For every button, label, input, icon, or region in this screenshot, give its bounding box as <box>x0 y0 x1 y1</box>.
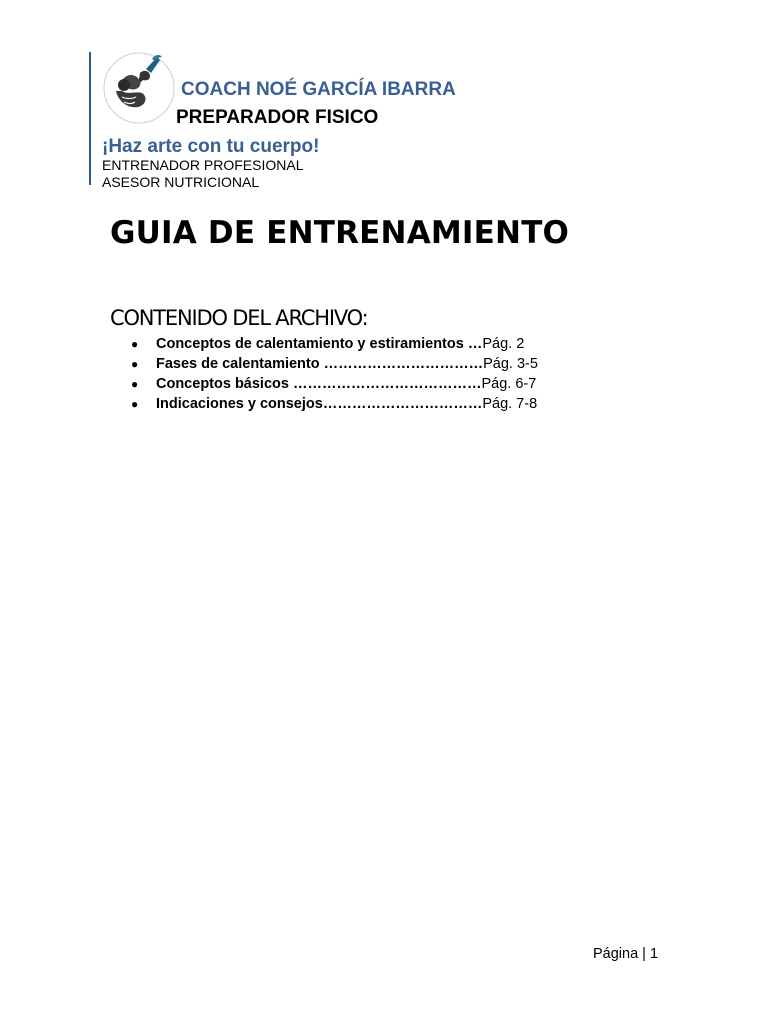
toc-label: Fases de calentamiento …………………………… <box>156 356 484 372</box>
toc-page: Pág. 7-8 <box>482 396 538 412</box>
bullet-icon: ● <box>131 357 139 371</box>
contents-heading: CONTENIDO DEL ARCHIVO: <box>110 306 368 330</box>
document-title: GUIA DE ENTRENAMIENTO <box>110 215 570 251</box>
toc-page: Pág. 6-7 <box>481 376 537 392</box>
page-number: Página | 1 <box>593 946 659 962</box>
bullet-icon: ● <box>131 377 139 391</box>
bullet-icon: ● <box>131 337 139 351</box>
toc-label: Conceptos básicos ………………………………… <box>156 376 482 392</box>
toc-label: Indicaciones y consejos…………………………… <box>156 396 483 412</box>
header-vertical-rule <box>89 52 91 185</box>
slogan: ¡Haz arte con tu cuerpo! <box>102 136 320 157</box>
bullet-icon: ● <box>131 397 139 411</box>
profession-line: ENTRENADOR PROFESIONAL <box>102 157 304 173</box>
nutrition-line: ASESOR NUTRICIONAL <box>102 174 260 190</box>
toc-label: Conceptos de calentamiento y estiramientos … <box>156 336 483 352</box>
coach-name: COACH NOÉ GARCÍA IBARRA <box>181 79 456 100</box>
toc-page: Pág. 3-5 <box>483 356 538 372</box>
toc-page: Pág. 2 <box>482 336 525 352</box>
role-title: PREPARADOR FISICO <box>176 107 379 128</box>
flexing-arm-logo-icon <box>102 51 176 125</box>
